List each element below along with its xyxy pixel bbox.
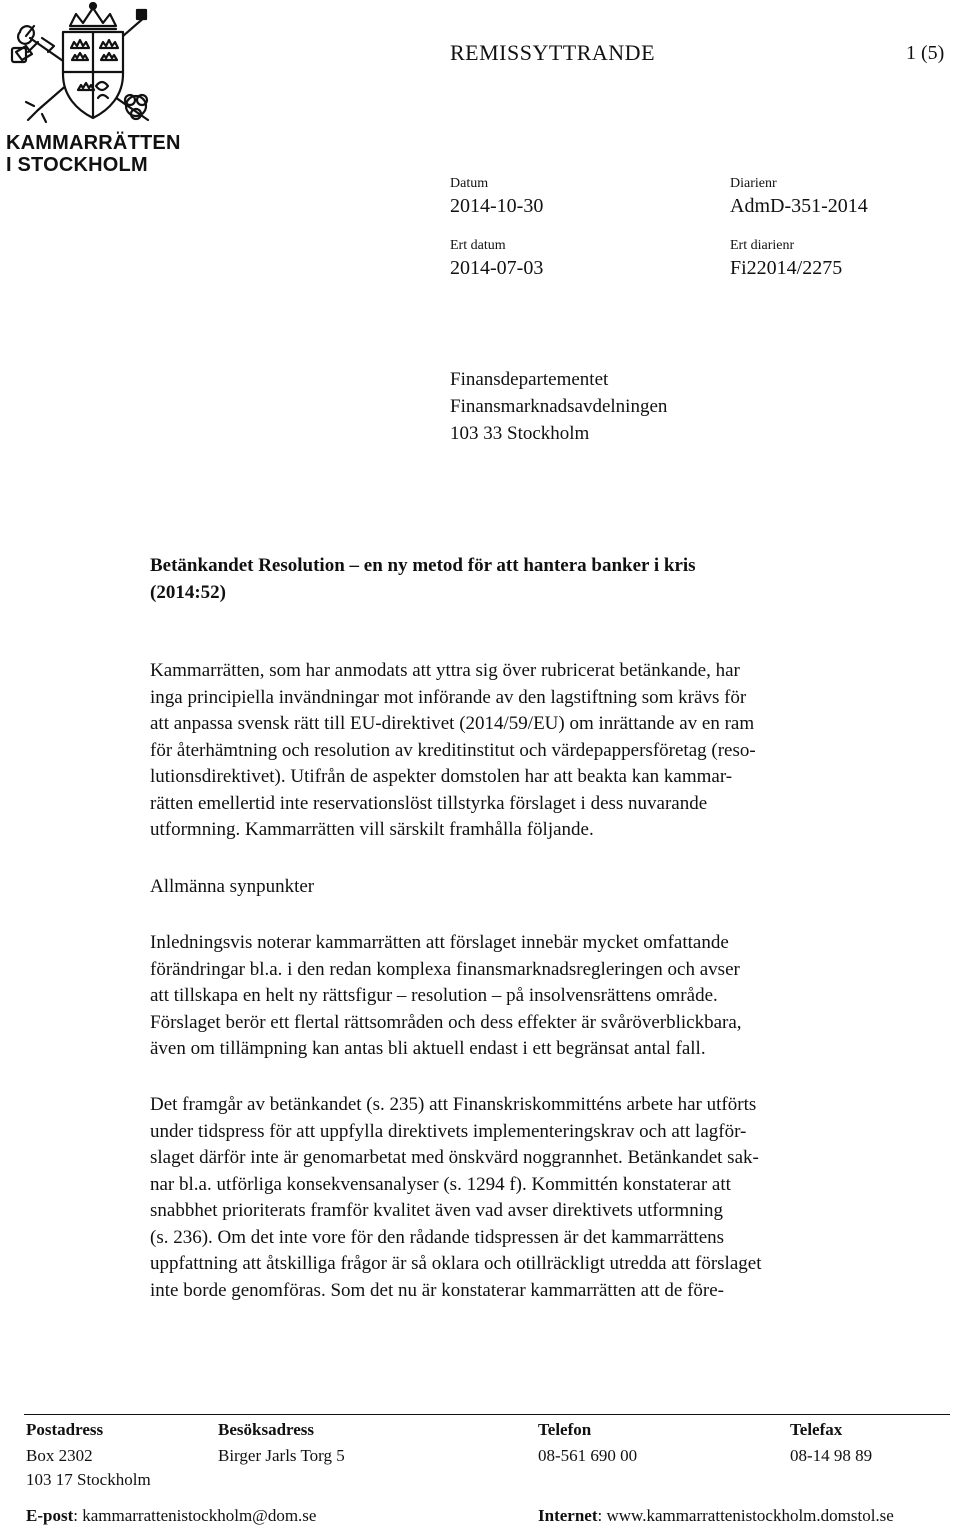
- text-line: förändringar bl.a. i den redan komplexa finansmarknadsregleringen och avser: [150, 958, 740, 980]
- besoksadress-label: Besöksadress: [218, 1420, 315, 1439]
- text-line: lutionsdirektivet). Utifrån de aspekter domstolen har att beakta kan kammar-: [150, 766, 733, 787]
- text-line: att tillskapa en helt ny rättsfigur – resolution – på insolvensrättens område.: [150, 985, 718, 1006]
- postadress-value: [26, 1444, 151, 1492]
- postadress-label: Postadress: [26, 1420, 104, 1439]
- ert-datum-value: 2014-07-03: [450, 257, 544, 279]
- ert-diarienr-value: Fi22014/2275: [730, 257, 843, 279]
- website-line: Internet: www.kammarrattenistockholm.domstol.se: [538, 1506, 894, 1525]
- logo-name: KAMMARRÄTTEN: [6, 132, 181, 154]
- text-line: Kammarrätten, som har anmodats att yttra sig över rubricerat betänkande, har: [150, 660, 740, 681]
- document-type: REMISSYTTRANDE: [450, 40, 656, 65]
- diarienr-value: AdmD-351-2014: [730, 195, 868, 217]
- text-line: slaget därför inte är genomarbetat med önskvärd noggrannhet. Betänkandet sak-: [150, 1147, 759, 1168]
- date-value: 2014-10-30: [450, 195, 544, 217]
- recipient-line-3: 103 33 Stockholm: [450, 423, 590, 444]
- recipient-line-2: Finansmarknadsavdelningen: [450, 396, 668, 417]
- website-label: Internet: [538, 1506, 598, 1525]
- email-line: E-post: kammarrattenistockholm@dom.se: [26, 1506, 317, 1525]
- text-line: Det framgår av betänkandet (s. 235) att Finanskriskommitténs arbete har utförts: [150, 1094, 757, 1115]
- recipient-line-1: Finansdepartementet: [450, 369, 609, 390]
- diarienr-label: Diarienr: [730, 176, 777, 191]
- email-label: E-post: [26, 1506, 74, 1525]
- text-line: utformning. Kammarrätten vill särskilt framhålla följande.: [150, 819, 594, 840]
- telefon-value: 08-561 690 00: [538, 1446, 638, 1465]
- postadress-line-1: Box 2302: [26, 1446, 93, 1465]
- page-number: 1 (5): [906, 42, 945, 64]
- footer-divider: [24, 1414, 950, 1415]
- telefax-label: Telefax: [790, 1420, 843, 1439]
- coat-of-arms-icon: [8, 2, 178, 132]
- text-line: uppfattning att åtskilliga frågor är så oklara och otillräckligt utredda att förslaget: [150, 1253, 762, 1274]
- ert-datum-label: Ert datum: [450, 238, 506, 253]
- besoksadress-value: Birger Jarls Torg 5: [218, 1446, 345, 1465]
- text-line: under tidspress för att uppfylla direktivets implementeringskrav och att lagför-: [150, 1120, 747, 1142]
- subject-line-2: (2014:52): [150, 582, 226, 603]
- logo-city: I STOCKHOLM: [6, 154, 148, 176]
- section-heading: Allmänna synpunkter: [150, 876, 315, 897]
- paragraph-timeframe: [150, 1092, 880, 1304]
- text-line: Förslaget berör ett flertal rättsområden och dess effekter är svåröverblickbara,: [150, 1011, 742, 1033]
- text-line: snabbhet prioriterats framför kvalitet även vad avser direktivets utformning: [150, 1200, 723, 1221]
- text-line: att anpassa svensk rätt till EU-direktivet (2014/59/EU) om inrättande av en ram: [150, 713, 755, 734]
- date-label: Datum: [450, 176, 489, 191]
- text-line: inte borde genomföras. Som det nu är konstaterar kammarrätten att de före-: [150, 1279, 725, 1301]
- text-line: även om tillämpning kan antas bli aktuell endast i ett begränsat antal fall.: [150, 1038, 706, 1059]
- subject-line-1: Betänkandet Resolution – en ny metod för att hantera banker i kris: [150, 555, 696, 576]
- postadress-line-2: 103 17 Stockholm: [26, 1470, 151, 1489]
- court-logo-text: [6, 132, 181, 176]
- ert-diarienr-label: Ert diarienr: [730, 238, 795, 253]
- text-line: rätten emellertid inte reservationslöst tillstyrka förslaget i dess nuvarande: [150, 792, 708, 814]
- telefax-value: 08-14 98 89: [790, 1446, 873, 1465]
- text-line: nar bl.a. utförliga konsekvensanalyser (s. 1294 f). Kommittén konstaterar att: [150, 1173, 731, 1195]
- text-line: inga principiella invändningar mot införande av den lagstiftning som krävs för: [150, 686, 747, 708]
- website-link[interactable]: www.kammarrattenistockholm.domstol.se: [606, 1506, 894, 1525]
- paragraph-general: [150, 930, 880, 1063]
- text-line: Inledningsvis noterar kammarrätten att förslaget innebär mycket omfattande: [150, 932, 729, 953]
- recipient-address: [450, 366, 667, 447]
- email-link[interactable]: kammarrattenistockholm@dom.se: [82, 1506, 317, 1525]
- text-line: för återhämtning och resolution av kreditinstitut och värdepappersföretag (reso-: [150, 739, 756, 761]
- telefon-label: Telefon: [538, 1420, 592, 1439]
- text-line: (s. 236). Om det inte vore för den rådande tidspressen är det kammarrättens: [150, 1226, 725, 1248]
- subject-heading: [150, 552, 870, 606]
- paragraph-intro: [150, 658, 880, 844]
